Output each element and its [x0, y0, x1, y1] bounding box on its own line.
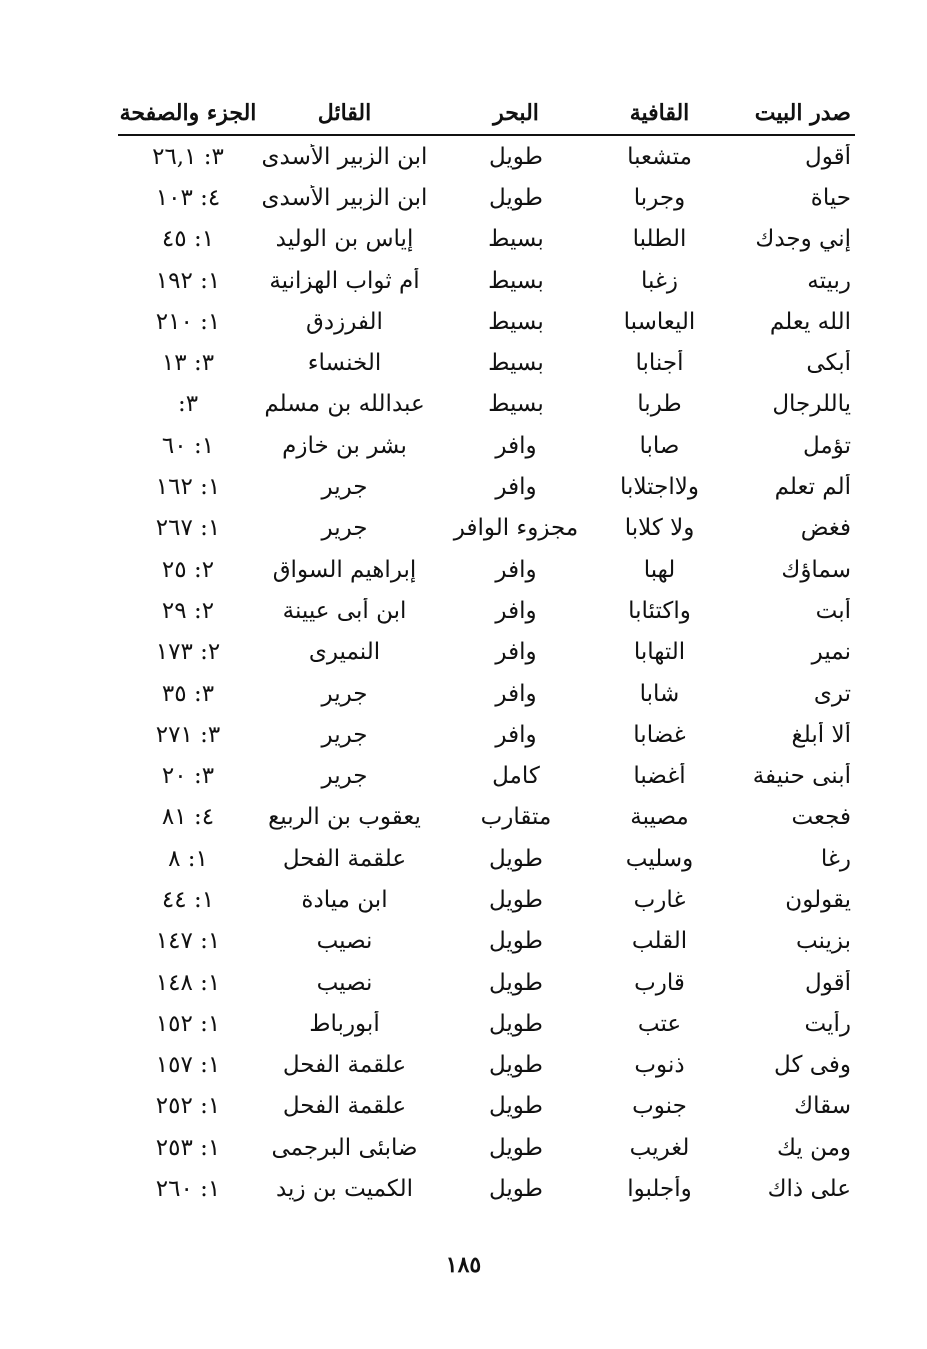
table-row [118, 549, 855, 590]
cell-meter: بسيط [488, 226, 544, 253]
table-row [118, 466, 855, 507]
cell-volume-page: ١: ١٩٢ [155, 267, 221, 294]
cell-verse-opening: بزينب [795, 928, 851, 955]
index-table [118, 92, 855, 1210]
cell-meter: مجزوء الوافر [453, 515, 579, 542]
cell-verse-opening: ياللرجال [772, 391, 851, 418]
cell-meter: بسيط [488, 267, 544, 294]
table-row [118, 219, 855, 260]
cell-verse-opening: أقول [805, 969, 851, 996]
cell-rhyme: غارب [633, 886, 686, 913]
table-header [118, 92, 855, 136]
cell-volume-page: ٤: ٨١ [161, 804, 215, 831]
cell-verse-opening: أبت [815, 597, 851, 624]
cell-rhyme: الطلبا [632, 226, 687, 253]
cell-meter: طويل [488, 1052, 543, 1079]
cell-rhyme: ولا كلابا [624, 515, 695, 542]
table-row [118, 838, 855, 879]
cell-verse-opening: ألم تعلم [774, 474, 851, 501]
header-verse-opening: صدر البيت [754, 100, 851, 126]
cell-verse-opening: رأيت [804, 1010, 851, 1037]
cell-rhyme: وأجلبوا [627, 1176, 692, 1203]
cell-volume-page: ١: ٨ [168, 845, 208, 872]
cell-poet: علقمة الفحل [282, 1052, 407, 1079]
cell-volume-page: ١: ١٦٢ [155, 474, 221, 501]
cell-poet: ابن الزبير الأسدى [261, 143, 428, 170]
cell-poet: ابن ميادة [301, 886, 388, 913]
cell-verse-opening: على ذاك [767, 1176, 851, 1203]
table-row [118, 921, 855, 962]
table-row [118, 342, 855, 383]
page-number: ١٨٥ [445, 1252, 482, 1278]
cell-meter: طويل [488, 184, 543, 211]
cell-volume-page: ٣: ٣٥ [161, 680, 215, 707]
cell-poet: بشر بن خازم [282, 432, 407, 459]
cell-verse-opening: يقولون [785, 886, 851, 913]
cell-verse-opening: أبنى حنيفة [752, 763, 851, 790]
cell-rhyme: القلب [631, 928, 688, 955]
table-row [118, 1045, 855, 1086]
cell-meter: وافر [495, 721, 537, 748]
cell-meter: طويل [488, 143, 543, 170]
cell-verse-opening: الله يعلم [769, 308, 851, 335]
table-row [118, 384, 855, 425]
cell-poet: إبراهيم السواق [272, 556, 417, 583]
cell-volume-page: ٣: [177, 391, 199, 418]
cell-verse-opening: فجعت [791, 804, 851, 831]
cell-meter: وافر [495, 474, 537, 501]
cell-poet: جرير [321, 721, 368, 748]
cell-rhyme: صابا [639, 432, 680, 459]
cell-poet: الفرزدق [306, 308, 383, 335]
cell-rhyme: قارب [634, 969, 685, 996]
cell-rhyme: التهابا [633, 639, 686, 666]
cell-meter: وافر [495, 597, 537, 624]
cell-volume-page: ١: ٤٤ [161, 886, 215, 913]
cell-meter: بسيط [488, 350, 544, 377]
cell-verse-opening: تؤمل [802, 432, 851, 459]
table-row [118, 673, 855, 714]
cell-rhyme: واكتئابا [628, 597, 691, 624]
cell-volume-page: ٣: ٢٦,١ [152, 143, 224, 170]
cell-volume-page: ٢: ٢٥ [161, 556, 215, 583]
cell-volume-page: ١: ١٥٢ [155, 1010, 221, 1037]
cell-rhyme: أجنابا [635, 350, 684, 377]
table-row [118, 879, 855, 920]
cell-verse-opening: أبكى [806, 350, 851, 377]
cell-verse-opening: سماؤك [781, 556, 851, 583]
cell-verse-opening: إني وجدك [755, 226, 851, 253]
cell-poet: ضابئى البرجمى [271, 1134, 418, 1161]
cell-rhyme: لغريب [629, 1134, 690, 1161]
table-row [118, 714, 855, 755]
table-row [118, 755, 855, 796]
table-row [118, 797, 855, 838]
cell-meter: بسيط [488, 391, 544, 418]
cell-meter: طويل [488, 886, 543, 913]
header-volume-page: الجزء والصفحة [119, 100, 257, 126]
cell-verse-opening: أقول [805, 143, 851, 170]
cell-rhyme: طربا [637, 391, 682, 418]
header-rhyme: القافية [629, 100, 690, 126]
cell-poet: جرير [321, 680, 368, 707]
cell-rhyme: مصيبة [630, 804, 689, 831]
cell-poet: ابن أبى عيينة [282, 597, 407, 624]
cell-volume-page: ١: ٦٠ [161, 432, 215, 459]
cell-poet: جرير [321, 515, 368, 542]
cell-volume-page: ١: ١٤٧ [155, 928, 221, 955]
cell-rhyme: ذنوب [634, 1052, 685, 1079]
cell-meter: طويل [488, 1176, 543, 1203]
cell-meter: وافر [495, 680, 537, 707]
cell-meter: طويل [488, 969, 543, 996]
table-row [118, 1003, 855, 1044]
cell-volume-page: ١: ٢١٠ [155, 308, 221, 335]
cell-verse-opening: فغض [800, 515, 851, 542]
cell-rhyme: غضابا [633, 721, 686, 748]
cell-verse-opening: وفى كل [774, 1052, 851, 1079]
cell-volume-page: ١: ١٥٧ [155, 1052, 221, 1079]
table-body [118, 136, 855, 1210]
cell-verse-opening: نمير [811, 639, 851, 666]
cell-poet: أبورباط [309, 1010, 380, 1037]
cell-poet: الكميت بن زيد [275, 1176, 414, 1203]
cell-verse-opening: ومن يك [776, 1134, 851, 1161]
cell-rhyme: زغبا [640, 267, 679, 294]
cell-verse-opening: ربيته [807, 267, 851, 294]
table-row [118, 1086, 855, 1127]
table-row [118, 508, 855, 549]
table-row [118, 632, 855, 673]
cell-poet: علقمة الفحل [282, 845, 407, 872]
cell-verse-opening: ألا أبلغ [791, 721, 851, 748]
table-row [118, 425, 855, 466]
cell-meter: طويل [488, 928, 543, 955]
cell-volume-page: ٢: ١٧٣ [155, 639, 221, 666]
cell-rhyme: لهبا [643, 556, 676, 583]
cell-volume-page: ٣: ٢٠ [161, 763, 215, 790]
cell-volume-page: ١: ٢٥٢ [155, 1093, 221, 1120]
cell-rhyme: متشعبا [627, 143, 692, 170]
cell-meter: طويل [488, 845, 543, 872]
cell-volume-page: ١: ٤٥ [161, 226, 215, 253]
cell-meter: طويل [488, 1010, 543, 1037]
cell-volume-page: ١: ٢٦٠ [155, 1176, 221, 1203]
cell-meter: طويل [488, 1093, 543, 1120]
cell-verse-opening: سقاك [794, 1093, 851, 1120]
cell-meter: وافر [495, 556, 537, 583]
table-row [118, 177, 855, 218]
cell-rhyme: عتب [637, 1010, 682, 1037]
cell-volume-page: ٣: ٢٧١ [155, 721, 221, 748]
cell-rhyme: ولااجتلابا [620, 474, 699, 501]
table-row [118, 1127, 855, 1168]
cell-rhyme: اليعاسبا [623, 308, 696, 335]
table-row [118, 1168, 855, 1209]
cell-poet: علقمة الفحل [282, 1093, 407, 1120]
cell-rhyme: وسليب [625, 845, 694, 872]
cell-rhyme: وجربا [633, 184, 686, 211]
cell-volume-page: ٣: ١٣ [161, 350, 215, 377]
cell-rhyme: جنوب [632, 1093, 687, 1120]
cell-verse-opening: حياة [810, 184, 851, 211]
cell-meter: وافر [495, 639, 537, 666]
cell-poet: النميرى [308, 639, 381, 666]
cell-volume-page: ٢: ٢٩ [161, 597, 215, 624]
cell-verse-opening: رغا [820, 845, 851, 872]
table-row [118, 301, 855, 342]
cell-meter: متقارب [480, 804, 552, 831]
cell-poet: نصيب [316, 928, 373, 955]
cell-volume-page: ١: ٢٥٣ [155, 1134, 221, 1161]
cell-poet: ابن الزبير الأسدى [261, 184, 428, 211]
cell-poet: إياس بن الوليد [275, 226, 414, 253]
cell-volume-page: ٤: ١٠٣ [155, 184, 221, 211]
cell-meter: كامل [492, 763, 540, 790]
cell-meter: بسيط [488, 308, 544, 335]
cell-poet: أم ثواب الهزانية [269, 267, 420, 294]
cell-poet: الخنساء [307, 350, 382, 377]
header-poet: القائل [317, 100, 372, 126]
cell-meter: طويل [488, 1134, 543, 1161]
cell-rhyme: شابا [639, 680, 680, 707]
cell-poet: جرير [321, 474, 368, 501]
table-row [118, 260, 855, 301]
cell-poet: نصيب [316, 969, 373, 996]
cell-volume-page: ١: ٢٦٧ [155, 515, 221, 542]
header-meter: البحر [493, 100, 539, 126]
table-row [118, 136, 855, 177]
cell-poet: جرير [321, 763, 368, 790]
cell-poet: عبدالله بن مسلم [264, 391, 425, 418]
cell-poet: يعقوب بن الربيع [268, 804, 421, 831]
cell-rhyme: أغضبا [633, 763, 686, 790]
cell-meter: وافر [495, 432, 537, 459]
table-row [118, 590, 855, 631]
cell-verse-opening: ترى [813, 680, 851, 707]
cell-volume-page: ١: ١٤٨ [155, 969, 221, 996]
table-row [118, 962, 855, 1003]
